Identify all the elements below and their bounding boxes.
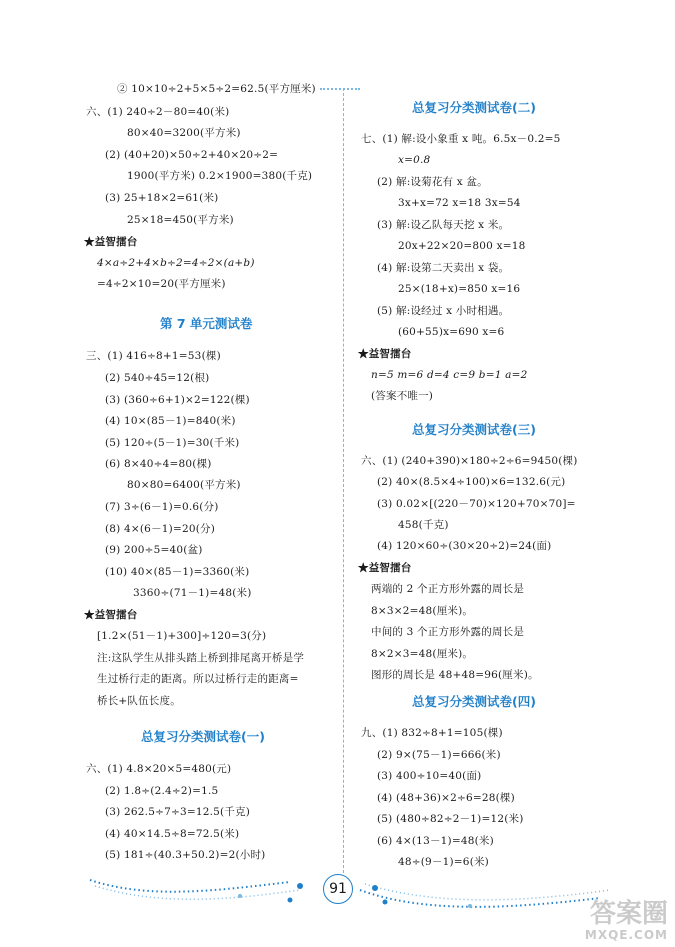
answer-line: (4) 解:设第二天卖出 x 袋。 <box>377 262 510 274</box>
section-heading: 总复习分类测试卷(三) <box>412 422 536 437</box>
answer-line: (2) 40×(8.5×4÷100)×6=132.6(元) <box>377 476 566 488</box>
answer-line: (3) 0.02×[(220－70)×120+70×70]= <box>377 498 576 510</box>
answer-line: (10) 40×(85－1)=3360(米) <box>105 566 250 578</box>
answer-line: 458(千克) <box>398 519 449 531</box>
answer-line: (2) 9×(75－1)=666(米) <box>377 749 501 761</box>
answer-line: x=0.8 <box>398 154 431 166</box>
answer-line: (3) 25+18×2=61(米) <box>105 192 219 204</box>
answer-line: 3x+x=72 x=18 3x=54 <box>398 197 521 209</box>
answer-line: (4) (48+36)×2÷6=28(棵) <box>377 792 515 804</box>
answer-line: (6) 4×(13－1)=48(米) <box>377 835 494 847</box>
answer-line: 六、(1) 4.8×20×5=480(元) <box>86 763 232 775</box>
answer-line: 七、(1) 解:设小象重 x 吨。6.5x－0.2=5 <box>361 133 561 145</box>
answer-line: 80×40=3200(平方米) <box>127 127 241 139</box>
answer-line: 中间的 3 个正方形外露的周长是 <box>371 626 525 638</box>
answer-line: 两端的 2 个正方形外露的周长是 <box>371 583 525 595</box>
section-label: ★益智擂台 <box>84 236 138 248</box>
section-heading: 第 7 单元测试卷 <box>160 316 253 331</box>
answer-line: (60+55)x=690 x=6 <box>398 326 505 338</box>
answer-line: 3360÷(71－1)=48(米) <box>133 587 252 599</box>
answer-line: (8) 4×(6－1)=20(分) <box>105 523 215 535</box>
answer-line: (2) 1.8÷(2.4÷2)=1.5 <box>105 785 219 797</box>
answer-line: (4) 10×(85－1)=840(米) <box>105 415 236 427</box>
answer-line: (5) 解:设经过 x 小时相遇。 <box>377 305 510 317</box>
answer-line: (3) 解:设乙队每天挖 x 米。 <box>377 219 510 231</box>
answer-line: (答案不唯一) <box>371 390 434 402</box>
section-label: ★益智擂台 <box>358 348 412 360</box>
section-heading: 总复习分类测试卷(二) <box>412 100 536 115</box>
answer-line: 三、(1) 416÷8+1=53(棵) <box>86 350 221 362</box>
answer-line: (9) 200÷5=40(盆) <box>105 544 203 556</box>
answer-line: (3) 400÷10=40(面) <box>377 770 482 782</box>
answer-line: 20x+22×20=800 x=18 <box>398 240 526 252</box>
page-number: 91 <box>323 874 353 904</box>
answer-line: (2) (40+20)×50÷2+40×20÷2= <box>105 149 279 161</box>
answer-line: 25×(18+x)=850 x=16 <box>398 283 521 295</box>
answer-line: 4×a÷2+4×b÷2=4÷2×(a+b) <box>97 257 255 269</box>
answer-line: [1.2×(51－1)+300]÷120=3(分) <box>97 630 267 642</box>
answer-line: (3) (360÷6+1)×2=122(棵) <box>105 394 250 406</box>
watermark-logo <box>538 900 668 944</box>
answer-line: 8×2×3=48(厘米)。 <box>371 648 474 660</box>
section-heading: 总复习分类测试卷(一) <box>141 729 265 744</box>
answer-line: 8×3×2=48(厘米)。 <box>371 605 474 617</box>
answer-line: =4÷2×10=20(平方厘米) <box>97 278 226 290</box>
answer-line: 六、(1) 240÷2－80=40(米) <box>86 106 230 118</box>
answer-line: ② 10×10÷2+5×5÷2=62.5(平方厘米) <box>117 83 316 95</box>
column-divider-top <box>320 88 360 92</box>
answer-line: 1900(平方米) 0.2×1900=380(千克) <box>127 170 313 182</box>
answer-line: 25×18=450(平方米) <box>127 214 234 226</box>
answer-line: 80×80=6400(平方米) <box>127 479 241 491</box>
answer-line: 九、(1) 832÷8+1=105(棵) <box>361 727 503 739</box>
answer-line: 生过桥行走的距离。所以过桥行走的距离= <box>97 673 299 685</box>
answer-line: (5) (480÷82÷2－1)=12(米) <box>377 813 524 825</box>
answer-line: 六、(1) (240+390)×180÷2÷6=9450(棵) <box>361 455 578 467</box>
answer-line: (5) 181÷(40.3+50.2)=2(小时) <box>105 849 266 861</box>
section-label: ★益智擂台 <box>84 609 138 621</box>
answer-line: n=5 m=6 d=4 c=9 b=1 a=2 <box>371 369 528 381</box>
section-heading: 总复习分类测试卷(四) <box>412 694 536 709</box>
answer-line: (4) 40×14.5÷8=72.5(米) <box>105 828 240 840</box>
answer-line: (4) 120×60÷(30×20÷2)=24(面) <box>377 540 552 552</box>
answer-line: 桥长+队伍长度。 <box>97 695 181 707</box>
answer-line: 图形的周长是 48+48=96(厘米)。 <box>371 669 539 681</box>
answer-line: (2) 解:设菊花有 x 盆。 <box>377 176 488 188</box>
watermark-title: 答案圈 <box>589 899 668 929</box>
answer-line: (3) 262.5÷7÷3=12.5(千克) <box>105 806 250 818</box>
section-label: ★益智擂台 <box>358 562 412 574</box>
column-divider <box>343 88 344 878</box>
watermark-url: MXQE.COM <box>584 928 668 942</box>
answer-line: 48÷(9－1)=6(米) <box>398 856 489 868</box>
answer-line: (2) 540÷45=12(根) <box>105 372 210 384</box>
answer-line: 注:这队学生从排头踏上桥到排尾离开桥是学 <box>97 652 305 664</box>
answer-line: (6) 8×40÷4=80(棵) <box>105 458 212 470</box>
answer-line: (7) 3÷(6－1)=0.6(分) <box>105 501 219 513</box>
answer-line: (5) 120÷(5－1)=30(千米) <box>105 437 240 449</box>
